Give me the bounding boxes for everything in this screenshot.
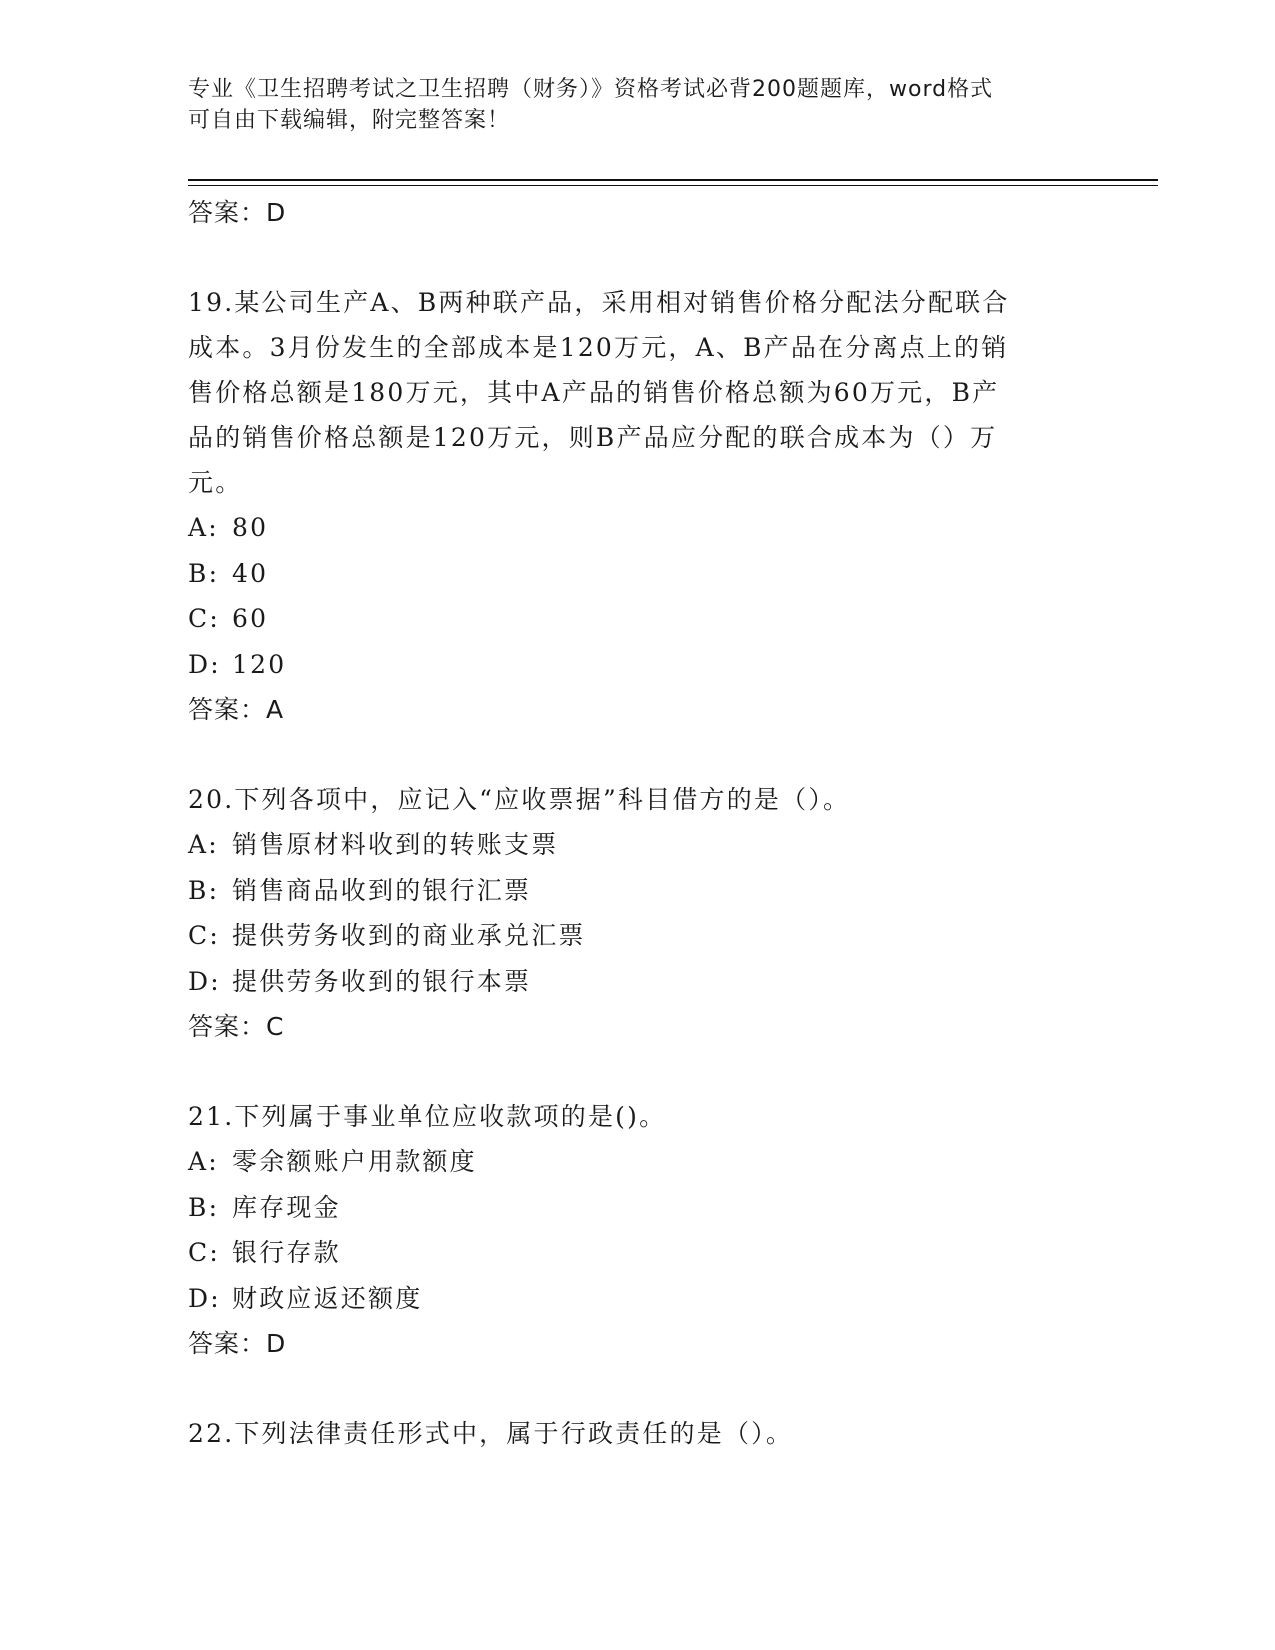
option-key: A: — [188, 513, 219, 542]
option-b — [188, 551, 1068, 597]
option-text: 零余额账户用款额度 — [232, 1147, 477, 1176]
option-c — [188, 1230, 1068, 1276]
spacer — [188, 1050, 1068, 1094]
question-stem — [188, 1411, 1068, 1456]
stem-line: 品的销售价格总额是120万元，则B产品应分配的联合成本为（）万 — [188, 423, 998, 452]
option-d — [188, 642, 1068, 688]
header-rule-thin — [188, 185, 1158, 186]
question-block — [188, 280, 1068, 733]
header-line-2: 可自由下载编辑，附完整答案！ — [188, 108, 511, 133]
option-text: 60 — [232, 604, 269, 633]
option-key: B: — [188, 1192, 220, 1222]
option-key: B: — [188, 875, 220, 905]
document-header — [188, 74, 1068, 136]
option-key: D: — [188, 649, 221, 679]
previous-answer: 答案：D — [188, 198, 287, 227]
option-a — [188, 822, 1068, 868]
option-key: B: — [188, 558, 220, 588]
header-rule-thick — [188, 179, 1158, 181]
option-text: 120 — [232, 649, 287, 679]
stem-line: 21.下列属于事业单位应收款项的是()。 — [188, 1102, 667, 1131]
option-text: 提供劳务收到的商业承兑汇票 — [232, 921, 586, 950]
option-text: 80 — [232, 513, 269, 542]
stem-line: 22.下列法律责任形式中，属于行政责任的是（）。 — [188, 1419, 794, 1448]
answer-line: 答案：C — [188, 1012, 285, 1041]
option-c — [188, 913, 1068, 959]
question-list — [188, 190, 1068, 1456]
option-text: 销售原材料收到的转账支票 — [232, 830, 559, 859]
question-block — [188, 1411, 1068, 1456]
header-line-1: 专业《卫生招聘考试之卫生招聘（财务）》资格考试必背200题题库，word格式 — [188, 77, 994, 102]
option-text: 库存现金 — [232, 1192, 341, 1222]
option-key: A: — [188, 1147, 219, 1176]
option-text: 销售商品收到的银行汇票 — [232, 875, 532, 905]
answer-line: 答案：A — [188, 695, 285, 724]
option-key: D: — [188, 1283, 221, 1313]
option-text: 财政应返还额度 — [232, 1283, 423, 1313]
option-key: A: — [188, 830, 219, 859]
answer-line: 答案：D — [188, 1329, 287, 1358]
stem-line: 20.下列各项中，应记入“应收票据”科目借方的是（）。 — [188, 785, 851, 814]
stem-line: 售价格总额是180万元，其中A产品的销售价格总额为60万元，B产 — [188, 378, 1000, 407]
option-b — [188, 1185, 1068, 1231]
stem-line: 成本。3月份发生的全部成本是120万元，A、B产品在分离点上的销 — [188, 333, 1009, 362]
option-a — [188, 505, 1068, 551]
spacer — [188, 236, 1068, 280]
option-key: C: — [188, 921, 220, 950]
stem-line: 19.某公司生产A、B两种联产品，采用相对销售价格分配法分配联合 — [188, 288, 1010, 317]
spacer — [188, 733, 1068, 777]
option-key: C: — [188, 1238, 220, 1267]
option-d — [188, 959, 1068, 1005]
option-c — [188, 596, 1068, 642]
option-key: C: — [188, 604, 220, 633]
option-text: 银行存款 — [232, 1238, 341, 1267]
question-stem — [188, 1094, 1068, 1139]
option-text: 40 — [232, 558, 269, 588]
question-stem — [188, 280, 1068, 505]
option-text: 提供劳务收到的银行本票 — [232, 966, 532, 996]
stem-line: 元。 — [188, 468, 243, 497]
spacer — [188, 1367, 1068, 1411]
option-a — [188, 1139, 1068, 1185]
option-b — [188, 868, 1068, 914]
option-d — [188, 1276, 1068, 1322]
question-block — [188, 777, 1068, 1050]
question-stem — [188, 777, 1068, 822]
option-key: D: — [188, 966, 221, 996]
question-block — [188, 1094, 1068, 1367]
